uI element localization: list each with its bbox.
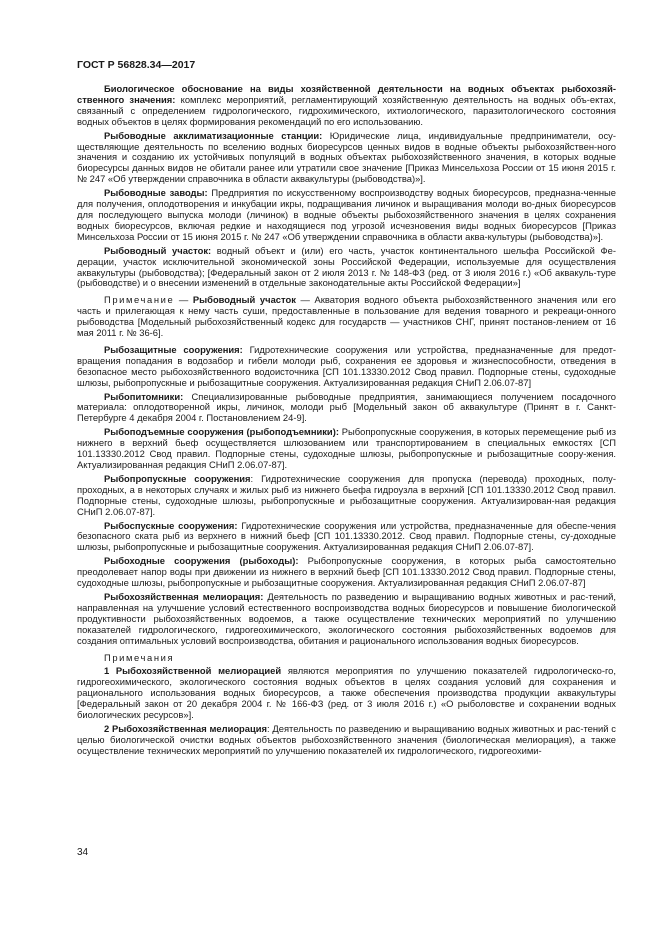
term-name: Рыбоспускные сооружения: <box>104 519 238 531</box>
term-name: Рыбоводные заводы: <box>104 187 208 199</box>
term-definition: Гидротехнические сооружения или устройства, предназначенные для обеспе-чения безопасного ската рыб из верхнего в нижний бьеф [СП 101.13330.2012. Свод правил. Подпорные стены, су-доходные шлюзы, рыбопропускные и рыбозащитные сооружения. Актуализированная редакция СНиП 2.06.07-87]. <box>77 519 616 553</box>
term-name: Рыбохозяйственная мелиорация: <box>104 590 264 602</box>
term-entry <box>77 131 616 186</box>
term-definition: Рыбопропускные сооружения, в которых перемещение рыб из нижнего в верхний бьеф осуществляется шлюзованием или транспортированием в специальных емкостях [СП 101.13330.2012 Свод правил. Подпорные стены, судоходные шлюзы, рыбопропускные и рыбозащитные соору-жения. Актуализированная редакция СНиП 2.06.07-87]. <box>77 426 616 470</box>
term-entry <box>77 521 616 554</box>
term-entry <box>77 427 616 471</box>
term-definition: водный объект и (или) его часть, участок континентального шельфа Российской Фе-дерации, участок исключительной экономической зоны Российской Федерации, используемые для осуществления аквакультуры (рыбоводства); [Федеральный закон от 2 июля 2013 г. № 148-ФЗ (ред. от 3 июля 2016 г.) «Об аквакуль-туре (рыбоводстве) и о внесении изменений в отдельные законодательные акты Российской Федерации»] <box>77 244 616 289</box>
note-item-term: 1 Рыбохозяйственной мелиорацией <box>104 665 282 677</box>
note-item-term: 2 Рыбохозяйственная мелиорация <box>104 722 267 734</box>
term-entry <box>77 556 616 589</box>
term-entry <box>77 345 616 389</box>
note-label: Примечание <box>104 294 175 306</box>
note-text: — Акватория водного объекта рыбохозяйственного значения или его часть и прилегающая к нему часть суши, предоставленные в пользование для ведения товарного и рекреаци-онного рыбоводства [Модельный рыбохозяйственный кодекс для государств — участников СНГ, принят постанов-лением от 16 мая 2011 г. № 36-6]. <box>77 294 616 339</box>
note-item-text: : Деятельность по разведению и выращиванию водных животных и рас-тений с целью биологической очистки водных объектов рыбохозяйственного значения (биологическая мелиорация), а также осуществление технических мероприятий по улучшению показателей их гидрологического, гидрогеохими- <box>77 722 616 756</box>
term-definition: Гидротехнические сооружения или устройства, предназначенные для предот-вращения попадания в водозабор и гибели молоди рыб, сохранения ее здоровья и жизнеспособности, отведения в безопасное место рыбохозяйственного водоисточника [СП 101.13330.2012 Свод правил. Подпорные стены, судоходные шлюзы, рыбопропускные и рыбозащитные сооружения. Актуализированная редакция СНиП 2.06.07-87] <box>77 343 616 388</box>
document-header: ГОСТ Р 56828.34—2017 <box>77 59 196 71</box>
page-number: 34 <box>77 847 89 858</box>
term-entry <box>77 392 616 425</box>
term-entry <box>77 592 616 647</box>
term-name: Рыбопитомники: <box>104 390 184 402</box>
note-dash: — <box>174 294 193 306</box>
term-definition: Рыбопропускные сооружения, в которых рыба самостоятельно преодолевает напор воды при движении из нижнего в верхний бьеф [СП 101.13330.2012 Свод правил. Подпорные стены, судоходные шлюзы, рыбопропускные и рыбозащитные сооружения. Актуализированная редакция СНиП 2.06.07-87] <box>77 555 616 589</box>
term-name: Биологическое обоснование на виды хозяйственной деятельности на водных объектах рыбохозяй-ственного значения: <box>77 83 616 105</box>
term-name: Рыбоходные сооружения (рыбоходы): <box>104 555 299 567</box>
term-definition: : Гидротехнические сооружения для пропуска (перевода) проходных, полу-проходных, а в некоторых случаях и жилых рыб из нижнего бьефа гидроузла в верхний [СП 101.13330.2012 Свод правил. Подпорные стены, судоходные шлюзы, рыбопропускные и рыбозащитные сооружения. Актуализирован-ная редакция СНиП 2.06.07-87]. <box>77 472 616 517</box>
note-term: Рыбоводный участок <box>192 294 296 306</box>
term-definition: Специализированные рыбоводные предприятия, занимающиеся получением посадочного материала: оплодотворенной икры, личинок, молоди рыб [Модельный закон об аквакультуре (Принят в г. Санкт-Петербурге 4 декабря 2004 г. Постановлением 24-9]. <box>77 390 616 424</box>
term-entry <box>77 246 616 290</box>
term-entry <box>77 188 616 243</box>
document-body <box>77 84 616 760</box>
term-definition: комплекс мероприятий, регламентирующий хозяйственную деятельность на водных объ-ектах, связанный с определением гидрологического, гидрохимического, ихтиологического, паразитологического состояния водных объектов в целях формирования рекомендаций по его использованию. <box>77 93 616 127</box>
note-item <box>77 666 616 721</box>
note-item <box>77 724 616 757</box>
term-entry <box>77 84 616 128</box>
term-name: Рыбоводные акклиматизационные станции: <box>104 129 323 141</box>
term-definition: Предприятия по искусственному воспроизводству водных биоресурсов, предназна-ченные для получения, оплодотворения и инкубации икры, подращивания личинок и выращивания молоди во-дных биоресурсов для последующего выпуска молоди (личинок) в водные объекты рыбохозяйственного значения в целях сохранения водных биоресурсов, включая редкие и находящиеся под угрозой исчезновения виды водных биоресурсов [Приказ Минсельхоза России от 15 июня 2015 г. № 247 «Об утверждении справочника в области аква-культуры (рыбоводства)»]. <box>77 187 616 242</box>
term-name: Рыбозащитные сооружения: <box>104 343 243 355</box>
note-item-text: являются мероприятия по улучшению показателей гидрологическо-го, гидрогеохимического, экологического состояния водных объектов в целях создания условий для сохранения и рационального использования водных биоресурсов, а также обеспечения производства продукции аквакультуры [Федеральный закон от 20 декабря 2004 г. № 166-ФЗ (ред. от 3 июля 2016 г.) «О рыболовстве и сохранении водных биологических ресурсов»]. <box>77 665 616 721</box>
term-name: Рыбоводный участок: <box>104 244 212 256</box>
term-definition: Юридические лица, индивидуальные предприниматели, осу-ществляющие деятельность по вселению водных биоресурсов ценных видов в водные объекты рыбохозяйствен-ного значения и созданию их устойчивых популяций в водных объектах рыбохозяйственного значения, в которых водные биоресурсы данных видов не обитали ранее или утратили свое значение [Приказ Минсельхоза России от 15 июня 2015 г. № 247 «Об утверждении справочника в области аквакультуры (рыбоводства)»]. <box>77 129 616 185</box>
term-name: Рыбопропускные сооружения <box>104 472 251 484</box>
notes-heading: Примечания <box>104 651 175 663</box>
term-name: Рыбоподъемные сооружения (рыбоподъемники): <box>104 426 339 438</box>
note-paragraph <box>77 295 616 339</box>
term-definition: Деятельность по разведению и выращиванию водных животных и рас-тений, направленная на улучшение условий естественного воспроизводства водных биоресурсов и повышение биологической продуктивности рыбохозяйственных водоемов, а также осуществление технических мероприятий по улучшению показателей гидрологического, гидрогеохимического, экологического состояния рыбохозяйственных водоемов для создания оптимальных условий воспроизводства, обитания и рационального использования водных биоресурсов. <box>77 590 616 646</box>
term-entry <box>77 474 616 518</box>
